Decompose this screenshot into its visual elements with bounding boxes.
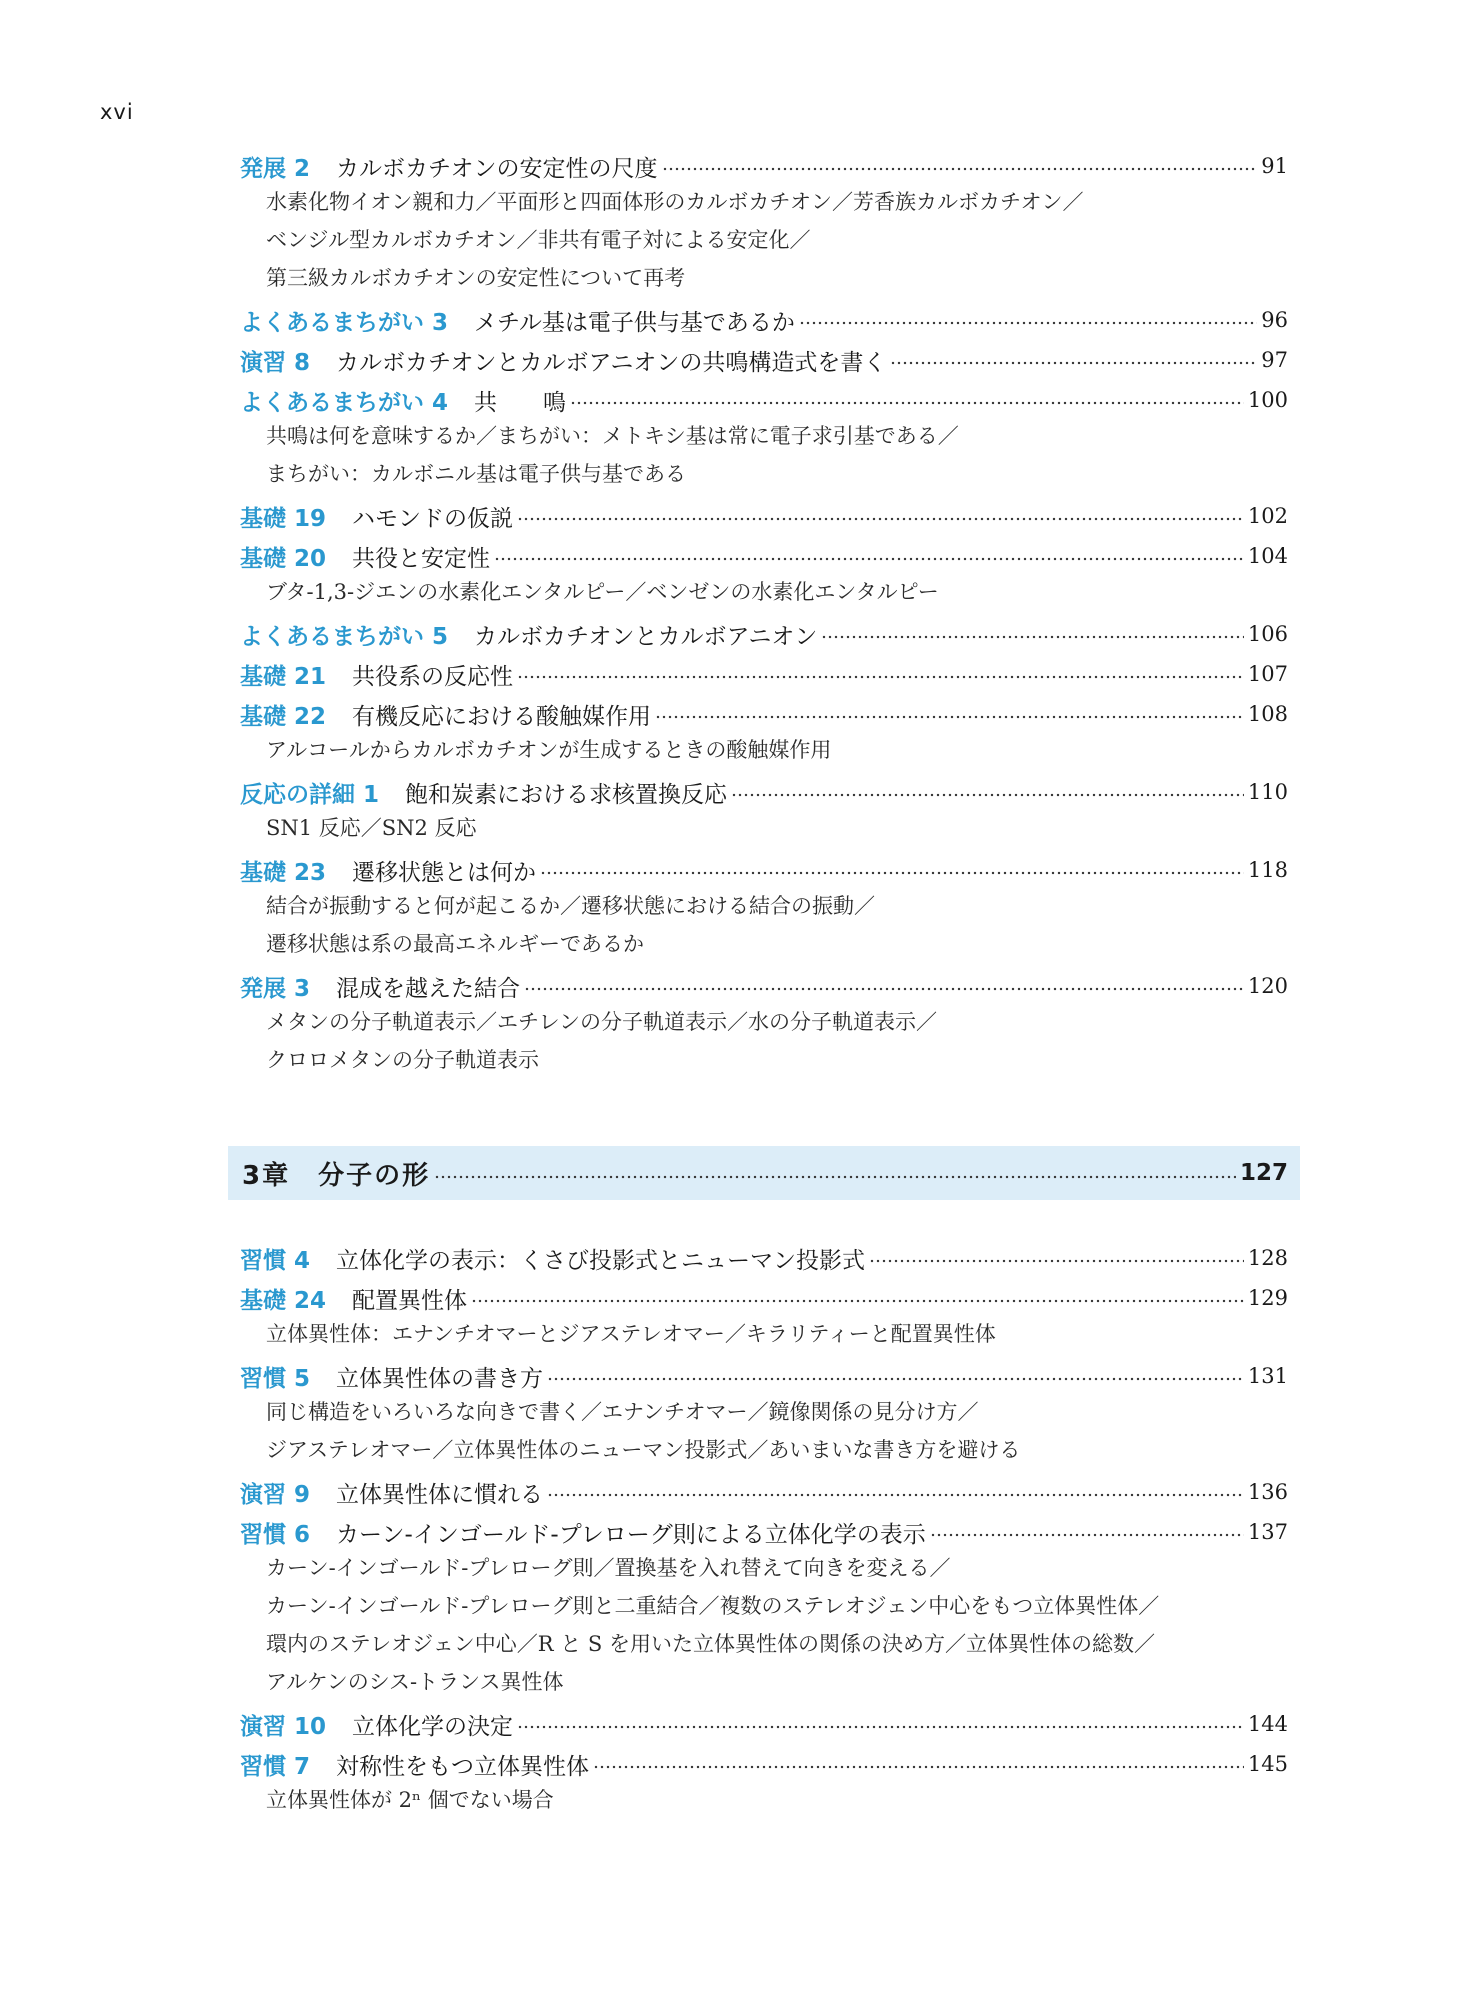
entry-subtopics: ジアステレオマー／立体異性体のニューマン投影式／あいまいな書き方を避ける (266, 1438, 1021, 1462)
dot-leader (517, 1725, 1244, 1729)
entry-label: 発展 2 (240, 155, 311, 182)
entry-subtopics: メタンの分子軌道表示／エチレンの分子軌道表示／水の分子軌道表示／ (266, 1010, 938, 1034)
entry-label: 習慣 6 (240, 1521, 311, 1548)
toc-entry[interactable] (240, 654, 1288, 694)
toc-entry[interactable] (240, 146, 1288, 186)
entry-label: 基礎 22 (240, 703, 327, 730)
dot-leader (471, 1299, 1244, 1303)
entry-subtopics: 共鳴は何を意味するか／まちがい：メトキシ基は常に電子求引基である／ (266, 424, 959, 448)
toc-entry[interactable] (240, 966, 1288, 1006)
entry-title: メチル基は電子供与基であるか (474, 309, 795, 336)
entry-title: 混成を越えた結合 (336, 975, 521, 1002)
entry-page: 128 (1247, 1246, 1288, 1270)
entry-page: 102 (1247, 504, 1288, 528)
entry-title: カルボカチオンとカルボアニオン (474, 623, 818, 650)
entry-label: よくあるまちがい 5 (240, 623, 449, 650)
entry-title: ハモンドの仮説 (352, 505, 514, 532)
entry-subtopics: 立体異性体が 2ⁿ 個でない場合 (266, 1788, 554, 1812)
entry-subtopics: 結合が振動すると何が起こるか／遷移状態における結合の振動／ (266, 894, 875, 918)
entry-label: 発展 3 (240, 975, 311, 1002)
entry-subtopics: ブタ-1,3-ジエンの水素化エンタルピー／ベンゼンの水素化エンタルピー (266, 580, 939, 604)
entry-title: 共 鳴 (474, 389, 567, 416)
entry-label: よくあるまちがい 3 (240, 309, 449, 336)
entry-subtopics: 遷移状態は系の最高エネルギーであるか (266, 932, 644, 956)
entry-page: 144 (1247, 1712, 1288, 1736)
page-number: xvi (100, 100, 134, 124)
dot-leader (930, 1533, 1244, 1537)
entry-title: カルボカチオンとカルボアニオンの共鳴構造式を書く (336, 349, 887, 376)
toc-entry[interactable] (240, 694, 1288, 734)
entry-page: 131 (1247, 1364, 1288, 1388)
entry-page: 145 (1247, 1752, 1288, 1776)
chapter-title: 3章 分子の形 (242, 1160, 431, 1191)
entry-subtopics: クロロメタンの分子軌道表示 (266, 1048, 539, 1072)
entry-label: よくあるまちがい 4 (240, 389, 449, 416)
chapter-heading[interactable] (228, 1146, 1300, 1200)
entry-label: 基礎 21 (240, 663, 327, 690)
dot-leader (593, 1765, 1244, 1769)
dot-leader (662, 167, 1258, 171)
toc-entry[interactable] (240, 300, 1288, 340)
dot-leader (494, 557, 1244, 561)
entry-label: 演習 8 (240, 349, 311, 376)
entry-subtopics: SN1 反応／SN2 反応 (266, 816, 477, 840)
entry-title: 共役系の反応性 (352, 663, 514, 690)
entry-title: 有機反応における酸触媒作用 (352, 703, 652, 730)
entry-page: 129 (1247, 1286, 1288, 1310)
entry-title: カルボカチオンの安定性の尺度 (336, 155, 658, 182)
dot-leader (821, 635, 1244, 639)
entry-title: 飽和炭素における求核置換反応 (405, 781, 728, 808)
entry-title: カーン-インゴールド-プレローグ則による立体化学の表示 (336, 1521, 926, 1548)
toc-entry[interactable] (240, 850, 1288, 890)
entry-subtopics: 第三級カルボカチオンの安定性について再考 (266, 266, 686, 290)
toc-entry[interactable] (240, 496, 1288, 536)
dot-leader (799, 321, 1257, 325)
entry-title: 遷移状態とは何か (352, 859, 537, 886)
entry-subtopics: カーン-インゴールド-プレローグ則と二重結合／複数のステレオジェン中心をもつ立体異性体／ (266, 1594, 1160, 1618)
entry-subtopics: 水素化物イオン親和力／平面形と四面体形のカルボカチオン／芳香族カルボカチオン／ (266, 190, 1084, 214)
entry-label: 反応の詳細 1 (240, 781, 380, 808)
entry-label: 基礎 24 (240, 1287, 327, 1314)
entry-page: 96 (1261, 308, 1288, 332)
toc-entry[interactable] (240, 772, 1288, 812)
dot-leader (547, 1493, 1244, 1497)
chapter-page: 127 (1239, 1160, 1288, 1186)
dot-leader (655, 715, 1244, 719)
dot-leader (524, 987, 1244, 991)
entry-subtopics: 立体異性体：エナンチオマーとジアステレオマー／キラリティーと配置異性体 (266, 1322, 996, 1346)
entry-page: 136 (1247, 1480, 1288, 1504)
entry-page: 137 (1247, 1520, 1288, 1544)
entry-subtopics: 環内のステレオジェン中心／R と S を用いた立体異性体の関係の決め方／立体異性体の総数／ (266, 1632, 1155, 1656)
entry-title: 共役と安定性 (352, 545, 491, 572)
entry-page: 120 (1247, 974, 1288, 998)
entry-page: 118 (1247, 858, 1288, 882)
entry-title: 対称性をもつ立体異性体 (336, 1753, 590, 1780)
toc-entry[interactable] (240, 1704, 1288, 1744)
entry-label: 演習 10 (240, 1713, 327, 1740)
dot-leader (869, 1259, 1244, 1263)
entry-label: 基礎 19 (240, 505, 327, 532)
toc-entry[interactable] (240, 1278, 1288, 1318)
toc-entry[interactable] (240, 1238, 1288, 1278)
toc-entry[interactable] (240, 1744, 1288, 1784)
dot-leader (890, 361, 1257, 365)
entry-page: 108 (1247, 702, 1288, 726)
entry-label: 習慣 4 (240, 1247, 311, 1274)
entry-label: 習慣 7 (240, 1753, 311, 1780)
entry-label: 習慣 5 (240, 1365, 311, 1392)
entry-subtopics: アルコールからカルボカチオンが生成するときの酸触媒作用 (266, 738, 832, 762)
dot-leader (517, 517, 1244, 521)
entry-subtopics: 同じ構造をいろいろな向きで書く／エナンチオマー／鏡像関係の見分け方／ (266, 1400, 979, 1424)
toc-entry[interactable] (240, 1512, 1288, 1552)
dot-leader (540, 871, 1244, 875)
entry-page: 100 (1247, 388, 1288, 412)
entry-subtopics: アルケンのシス-トランス異性体 (266, 1670, 564, 1694)
entry-page: 97 (1261, 348, 1288, 372)
dot-leader (547, 1377, 1244, 1381)
entry-label: 基礎 23 (240, 859, 327, 886)
entry-title: 立体化学の表示：くさび投影式とニューマン投影式 (336, 1247, 866, 1274)
entry-subtopics: ベンジル型カルボカチオン／非共有電子対による安定化／ (266, 228, 811, 252)
toc-entry[interactable] (240, 380, 1288, 420)
dot-leader (434, 1175, 1236, 1179)
entry-title: 配置異性体 (352, 1287, 468, 1314)
entry-title: 立体異性体の書き方 (336, 1365, 544, 1392)
entry-page: 91 (1261, 154, 1288, 178)
entry-page: 104 (1247, 544, 1288, 568)
entry-page: 106 (1247, 622, 1288, 646)
entry-page: 110 (1247, 780, 1288, 804)
dot-leader (570, 401, 1244, 405)
dot-leader (731, 793, 1244, 797)
toc-entry[interactable] (240, 1472, 1288, 1512)
entry-label: 基礎 20 (240, 545, 327, 572)
dot-leader (517, 675, 1244, 679)
entry-page: 107 (1247, 662, 1288, 686)
entry-subtopics: カーン-インゴールド-プレローグ則／置換基を入れ替えて向きを変える／ (266, 1556, 951, 1580)
toc-entry[interactable] (240, 340, 1288, 380)
entry-title: 立体化学の決定 (352, 1713, 514, 1740)
toc-entry[interactable] (240, 536, 1288, 576)
toc-entry[interactable] (240, 1356, 1288, 1396)
entry-subtopics: まちがい：カルボニル基は電子供与基である (266, 462, 686, 486)
entry-label: 演習 9 (240, 1481, 311, 1508)
toc-entry[interactable] (240, 614, 1288, 654)
entry-title: 立体異性体に慣れる (336, 1481, 544, 1508)
